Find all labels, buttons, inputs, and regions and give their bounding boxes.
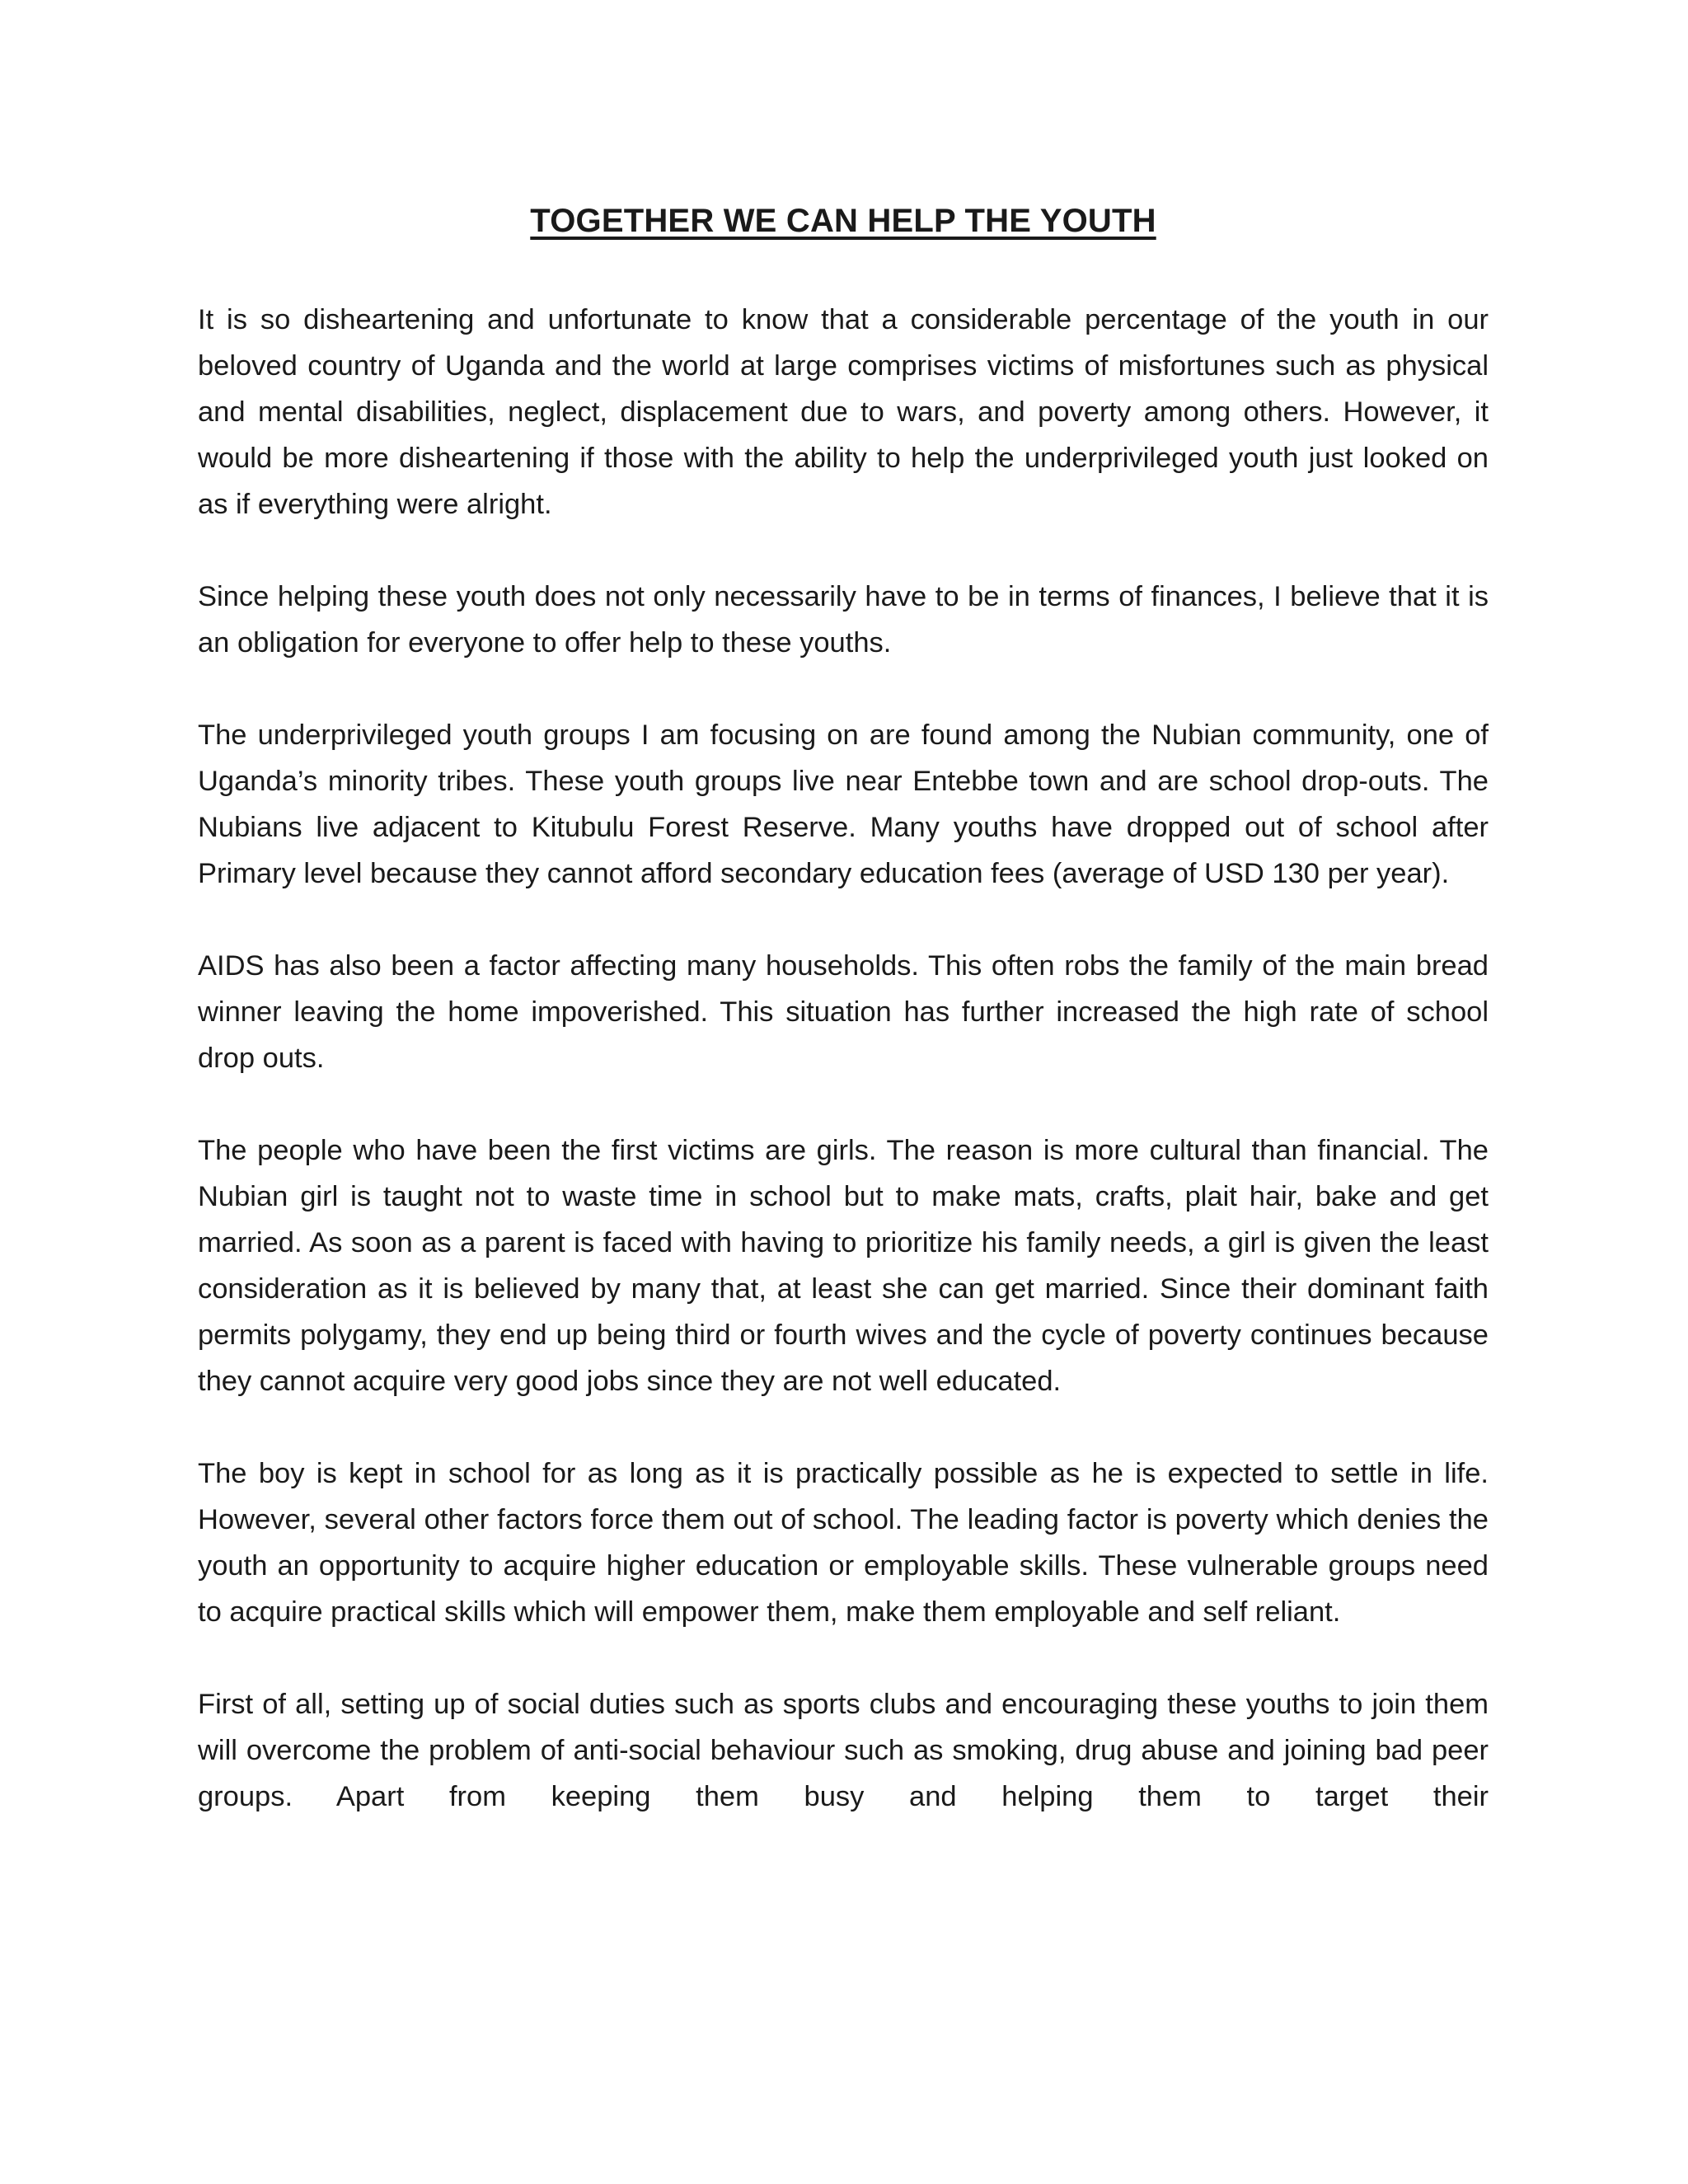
paragraph-continued: First of all, setting up of social duties such as sports clubs and encouraging these youths to join them will overcome the problem of anti-social behaviour such as smoking, drug abuse and joining bad peer groups. Apart from keeping them busy and helping them to target their [198, 1689, 1489, 1812]
document-page [198, 198, 1489, 1866]
paragraph: Since helping these youth does not only necessarily have to be in terms of finances, I believe that it is an obligation for everyone to offer help to these youths. [198, 581, 1489, 658]
paragraph: The underprivileged youth groups I am focusing on are found among the Nubian community, one of Uganda’s minority tribes. These youth groups live near Entebbe town and are school drop-outs. The Nubians live adjacent to Kitubulu Forest Reserve. Many youths have dropped out of school after Primary level because they cannot afford secondary education fees (average of USD 130 per year). [198, 719, 1489, 889]
paragraph: AIDS has also been a factor affecting many households. This often robs the family of the main bread winner leaving the home impoverished. This situation has further increased the high rate of school drop outs. [198, 950, 1489, 1074]
paragraph: It is so disheartening and unfortunate to know that a considerable percentage of the youth in our beloved country of Uganda and the world at large comprises victims of misfortunes such as physical and mental disabilities, neglect, displacement due to wars, and poverty among others. However, it would be more disheartening if those with the ability to help the underprivileged youth just looked on as if everything were alright. [198, 304, 1489, 520]
paragraph: The people who have been the first victims are girls. The reason is more cultural than financial. The Nubian girl is taught not to waste time in school but to make mats, crafts, plait hair, bake and get married. As soon as a parent is faced with having to prioritize his family needs, a girl is given the least consideration as it is believed by many that, at least she can get married. Since their dominant faith permits polygamy, they end up being third or fourth wives and the cycle of poverty continues because they cannot acquire very good jobs since they are not well educated. [198, 1135, 1489, 1397]
paragraph: The boy is kept in school for as long as it is practically possible as he is expected to settle in life. However, several other factors force them out of school. The leading factor is poverty which denies the youth an opportunity to acquire higher education or employable skills. These vulnerable groups need to acquire practical skills which will empower them, make them employable and self reliant. [198, 1458, 1489, 1628]
document-title: TOGETHER WE CAN HELP THE YOUTH [530, 203, 1156, 239]
